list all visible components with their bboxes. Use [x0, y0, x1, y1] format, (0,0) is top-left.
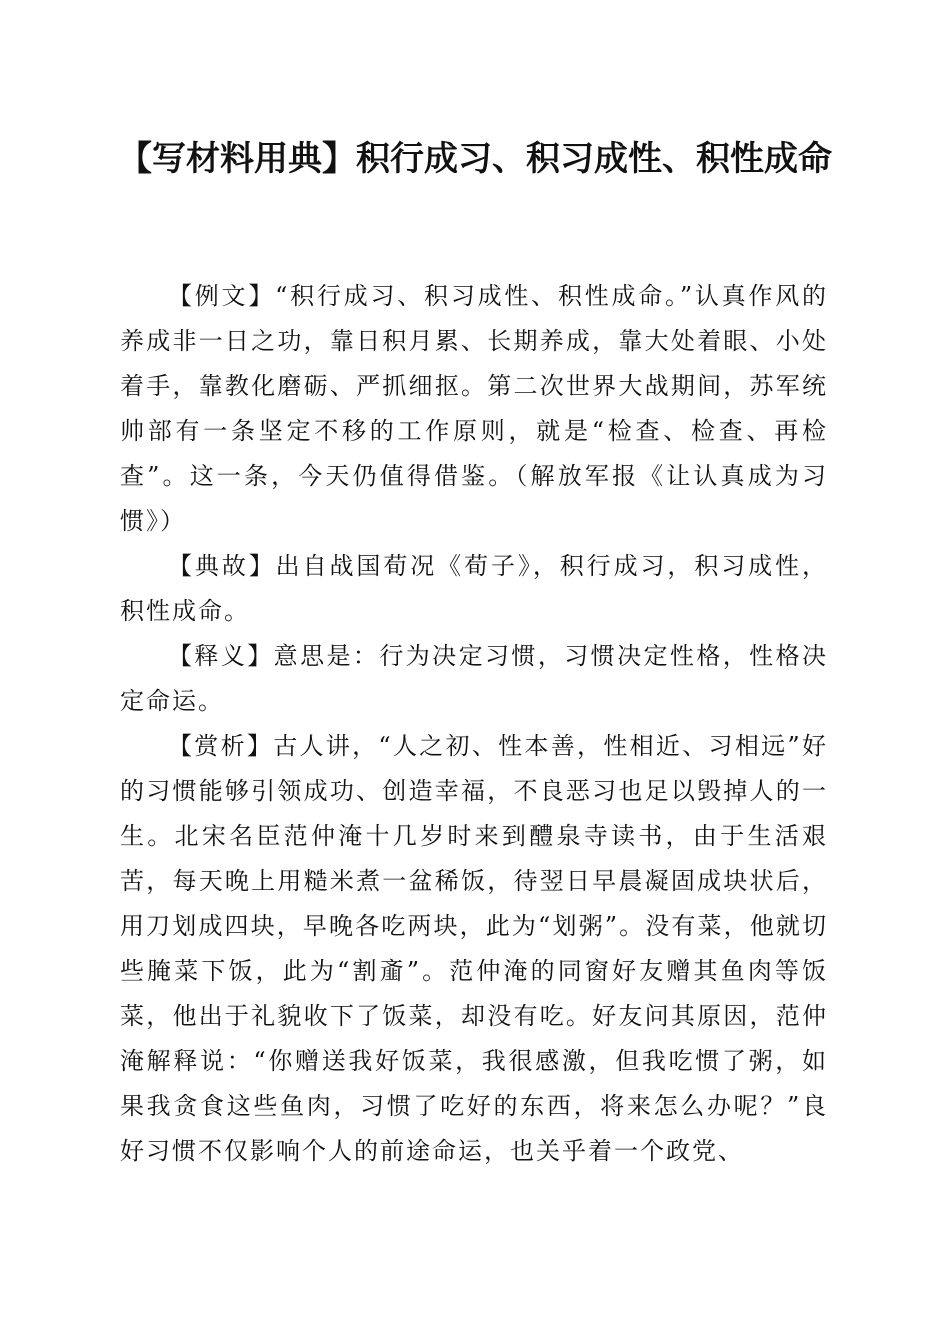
paragraph-example: 【例文】“积行成习、积习成性、积性成命。”认真作风的养成非一日之功，靠日积月累、长期养成，靠大处着眼、小处着手，靠教化磨砺、严抓细抠。第二次世界大战期间，苏军统帅部有一条坚定不移的工作原则，就是“检查、检查、再检查”。这一条，今天仍值得借鉴。（解放军报《让认真成为习惯》） [120, 282, 828, 535]
paragraph-meaning: 【释义】意思是：行为决定习惯，习惯决定性格，性格决定命运。 [120, 642, 828, 715]
document-title: 【写材料用典】积行成习、积习成性、积性成命 [118, 139, 832, 179]
paragraph-appreciation: 【赏析】古人讲，“人之初、性本善，性相近、习相远”好的习惯能够引领成功、创造幸福，不良恶习也足以毁掉人的一生。北宋名臣范仲淹十几岁时来到醴泉寺读书，由于生活艰苦，每天晚上用糙米煮一盆稀饭，待翌日早晨凝固成块状后，用刀划成四块，早晚各吃两块，此为“划粥”。没有菜，他就切些腌菜下饭，此为“割齑”。范仲淹的同窗好友赠其鱼肉等饭菜，他出于礼貌收下了饭菜，却没有吃。好友问其原因，范仲淹解释说：“你赠送我好饭菜，我很感激，但我吃惯了粥，如果我贪食这些鱼肉，习惯了吃好的东西，将来怎么办呢？”良好习惯不仅影响个人的前途命运，也关乎着一个政党、 [120, 732, 828, 1165]
document-body [120, 274, 828, 1174]
paragraph-allusion: 【典故】出自战国荀况《荀子》，积行成习，积习成性，积性成命。 [120, 552, 828, 625]
